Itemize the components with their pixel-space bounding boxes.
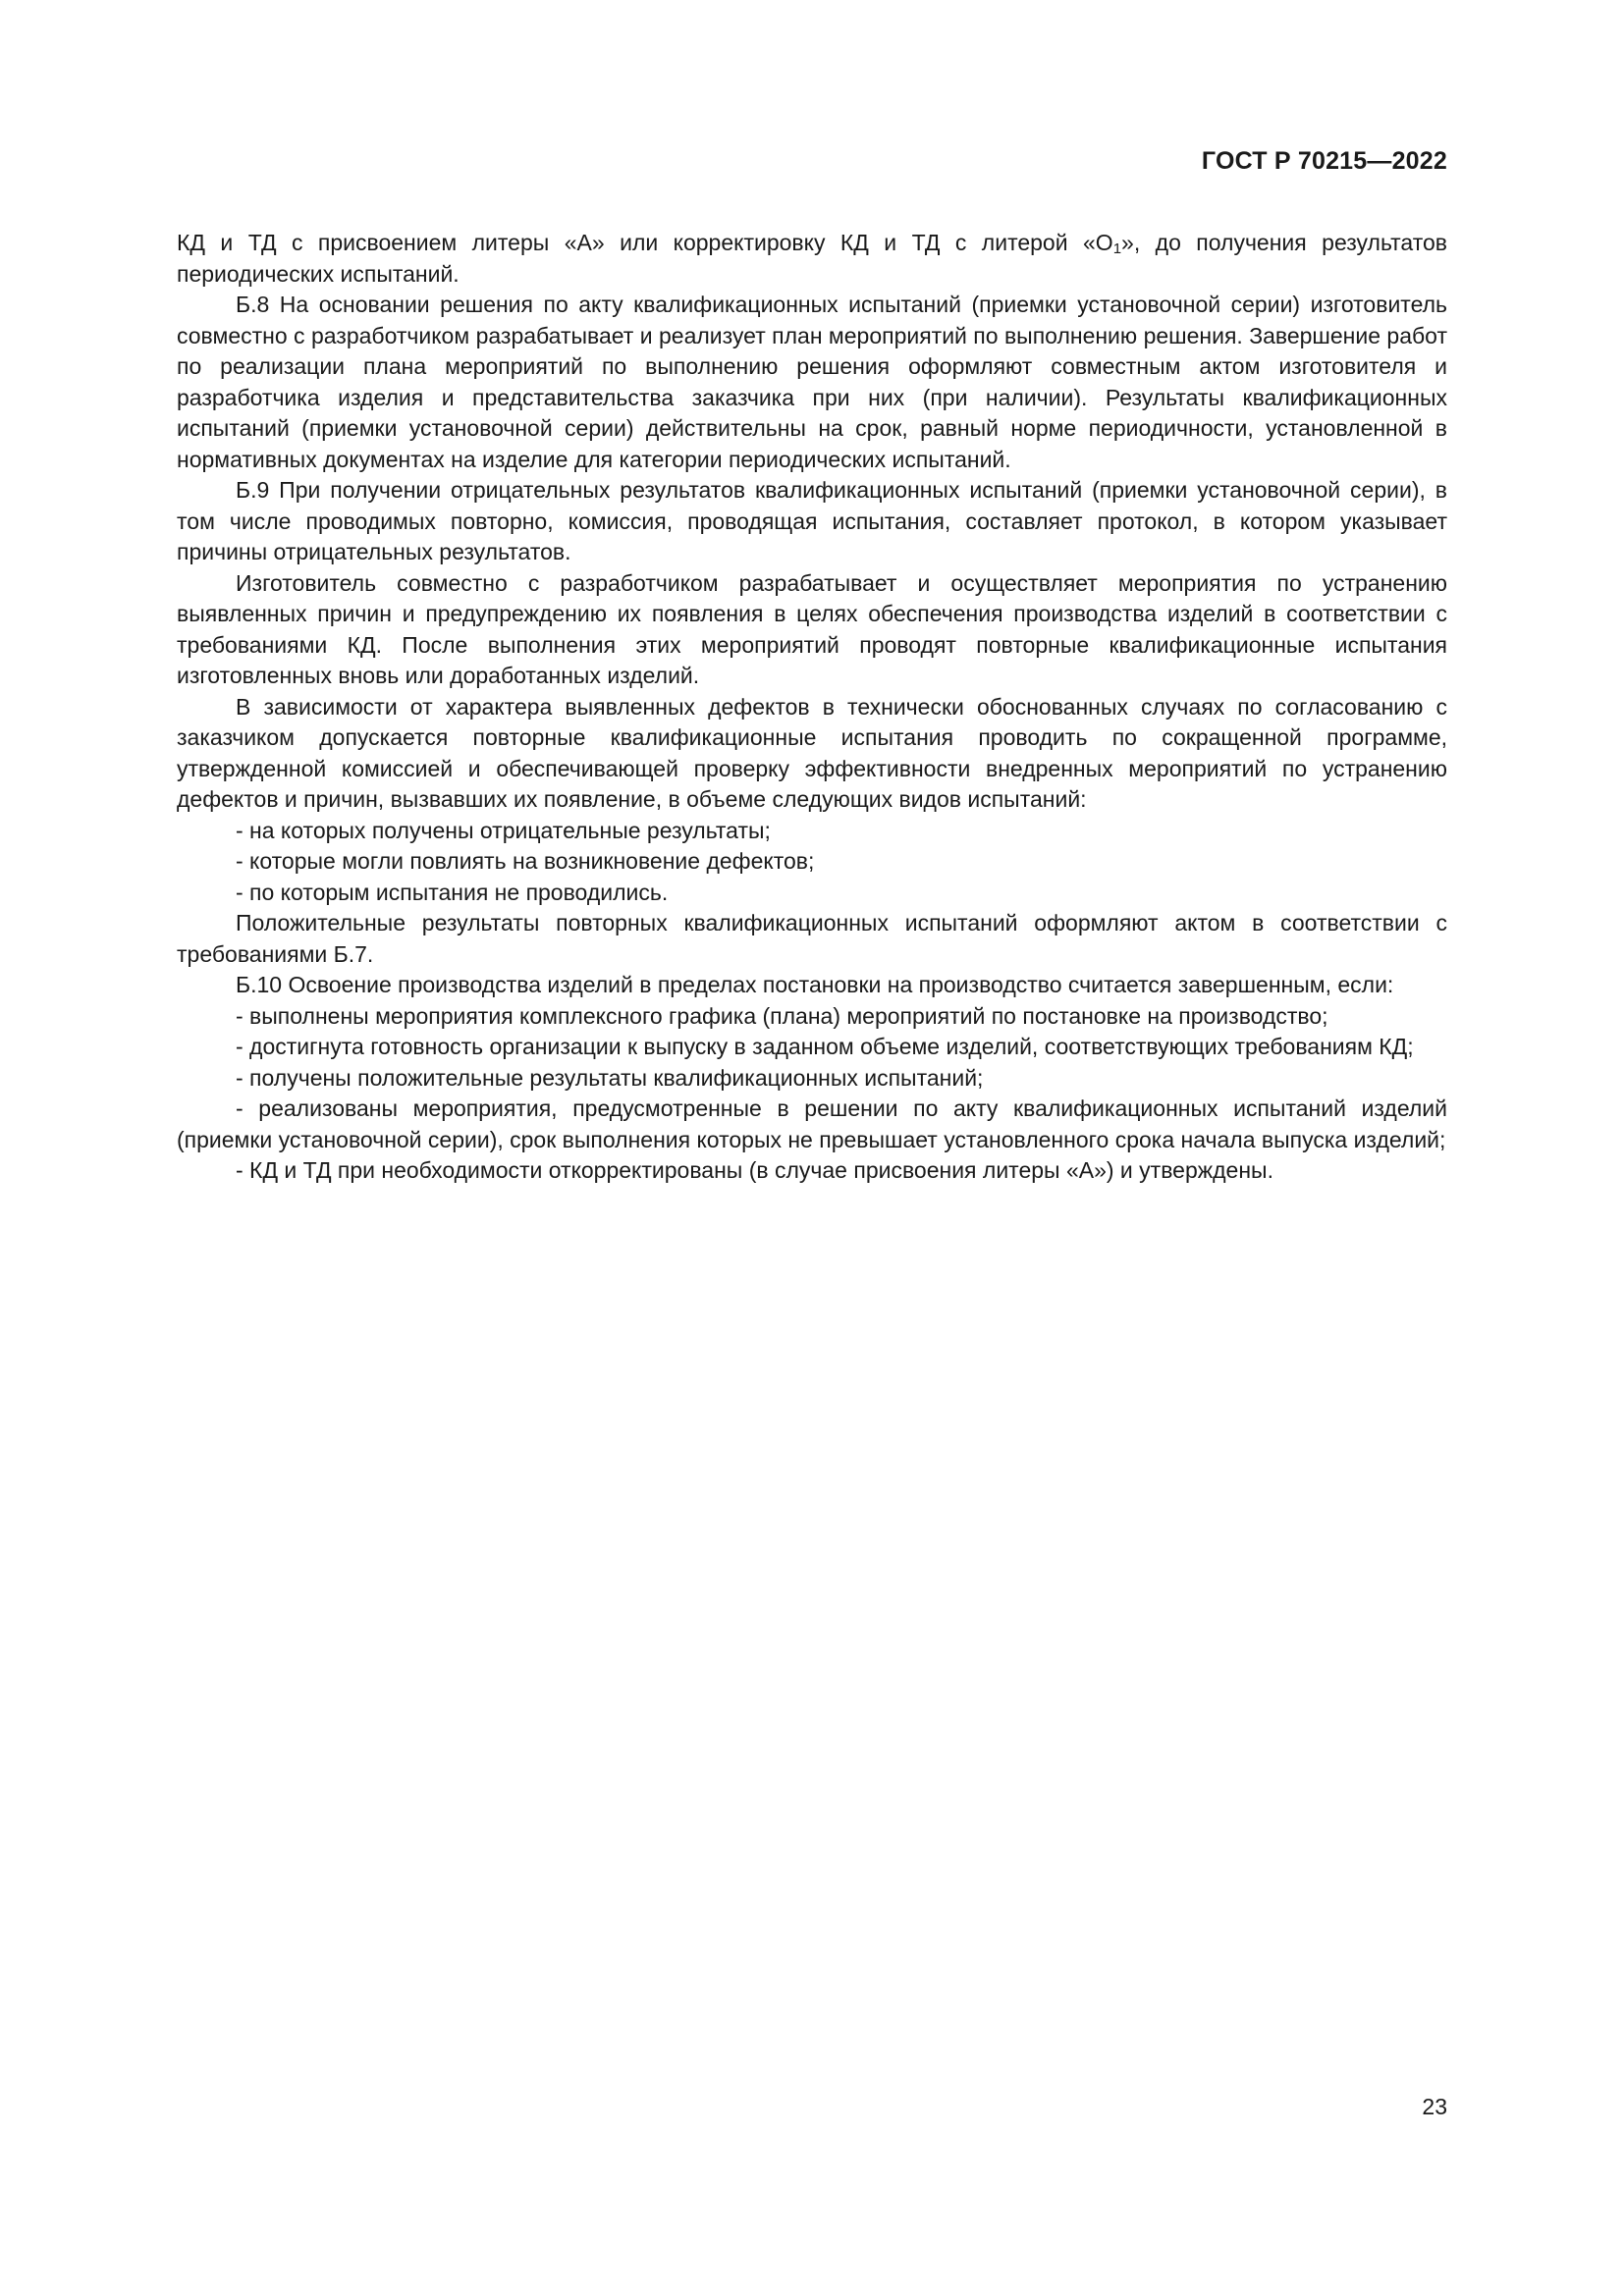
paragraph-b10: Б.10 Освоение производства изделий в пределах постановки на производство считается завершенным, если:: [236, 972, 1394, 997]
paragraph: В зависимости от характера выявленных дефектов в технически обоснованных случаях по согласованию с заказчиком допускается повторные квалификационные испытания проводить по сокращенной программе, утвержденной комиссией и обеспечивающей проверку эффективности внедренных мероприятий по устранению дефектов и причин, вызвавших их появление, в объеме следующих видов испытаний:: [177, 693, 1447, 812]
paragraph: Положительные результаты повторных квалификационных испытаний оформляют актом в соответствии с требованиями Б.7.: [177, 910, 1447, 967]
list-item: - выполнены мероприятия комплексного графика (плана) мероприятий по постановке на производство;: [236, 1002, 1328, 1029]
paragraph-text: КД и ТД с присвоением литеры «А» или корректировку КД и ТД с литерой «О: [177, 230, 1113, 255]
document-header-id: ГОСТ Р 70215—2022: [1201, 147, 1447, 175]
list-item: - по которым испытания не проводились.: [236, 879, 669, 905]
paragraph-b9: Б.9 При получении отрицательных результатов квалификационных испытаний (приемки установочной серии), в том числе проводимых повторно, комиссия, проводящая испытания, составляет протокол, в котором указывает причины отрицательных результатов.: [177, 477, 1447, 564]
list-item: - на которых получены отрицательные результаты;: [236, 817, 771, 843]
page-number: 23: [1422, 2094, 1447, 2119]
subscript: 1: [1112, 240, 1122, 257]
list-item: - которые могли повлиять на возникновение дефектов;: [236, 848, 815, 874]
list-item: - КД и ТД при необходимости откорректированы (в случае присвоения литеры «А») и утверждены.: [236, 1157, 1273, 1183]
paragraph: Изготовитель совместно с разработчиком разрабатывает и осуществляет мероприятия по устранению выявленных причин и предупреждению их появления в целях обеспечения производства изделий в соответствии с требованиями КД. После выполнения этих мероприятий проводят повторные квалификационные испытания изготовленных вновь или доработанных изделий.: [177, 569, 1447, 688]
paragraph-continuation: [177, 228, 1447, 290]
paragraph-b8: Б.8 На основании решения по акту квалификационных испытаний (приемки установочной серии) изготовитель совместно с разработчиком разрабатывает и реализует план мероприятий по выполнению решения. Завершение работ по реализации плана мероприятий по выполнению решения оформляют совместным актом изготовителя и разработчика изделия и представительства заказчика при них (при наличии). Результаты квалификационных испытаний (приемки установочной серии) действительны на срок, равный норме периодичности, установленной в нормативных документах на изделие для категории периодических испытаний.: [177, 292, 1447, 472]
paragraph-text: », до получения результатов периодических испытаний.: [177, 230, 1447, 287]
list-item: - достигнута готовность организации к выпуску в заданном объеме изделий, соответствующих требованиям КД;: [236, 1034, 1414, 1059]
list-item: - реализованы мероприятия, предусмотренные в решении по акту квалификационных испытаний изделий (приемки установочной серии), срок выполнения которых не превышает установленного срока начала выпуска изделий;: [177, 1095, 1447, 1152]
body-text: [177, 228, 1447, 1187]
list-item: - получены положительные результаты квалификационных испытаний;: [236, 1064, 984, 1091]
